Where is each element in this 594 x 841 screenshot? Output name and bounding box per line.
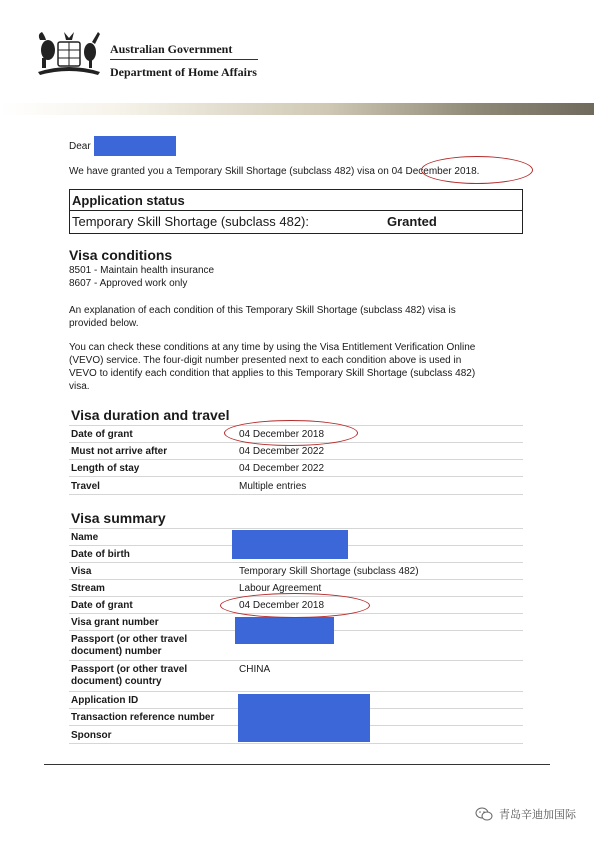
row-value: Multiple entries	[239, 481, 307, 492]
letterhead	[0, 0, 594, 118]
government-name: Australian Government	[110, 42, 233, 56]
status-result: Granted	[387, 214, 437, 229]
row-label: Date of birth	[71, 549, 130, 560]
row-value: Labour Agreement	[239, 583, 322, 594]
row-label: Stream	[71, 583, 105, 594]
condition-code: 8607	[69, 278, 92, 289]
condition-code: 8501	[69, 265, 92, 276]
table-row	[69, 459, 523, 476]
highlight-ellipse	[421, 156, 533, 184]
row-label: Travel	[71, 481, 100, 492]
vevo-line: visa.	[69, 381, 90, 392]
department-name: Department of Home Affairs	[110, 65, 257, 79]
redacted-grant-passport	[235, 617, 334, 644]
redacted-ids-sponsor	[238, 694, 370, 742]
row-value: 04 December 2018	[239, 429, 325, 440]
row-label: Sponsor	[71, 730, 112, 741]
row-label: Visa	[71, 566, 92, 577]
salutation: Dear	[69, 141, 91, 152]
wechat-icon	[475, 807, 493, 821]
coat-of-arms-icon	[34, 28, 104, 78]
row-label: Date of grant	[71, 600, 133, 611]
status-divider	[70, 210, 522, 211]
footer-divider	[44, 764, 550, 765]
explanation-line: An explanation of each condition of this Temporary Skill Shortage (subclass 482) visa is	[69, 305, 456, 316]
letterhead-divider	[110, 59, 258, 60]
table-divider	[69, 494, 523, 495]
grant-sentence-date: 04 December 2018	[391, 166, 477, 177]
row-value: CHINA	[239, 664, 271, 675]
explanation-line: provided below.	[69, 318, 139, 329]
summary-title: Visa summary	[71, 510, 166, 526]
grant-sentence-text: We have granted you a Temporary Skill Shortage (subclass 482) visa on	[69, 166, 389, 177]
table-divider	[69, 743, 523, 744]
duration-title: Visa duration and travel	[71, 407, 230, 423]
condition-item	[69, 277, 187, 290]
vevo-line: VEVO to identify each condition that applies to this Temporary Skill Shortage (subclass 482)	[69, 368, 476, 379]
status-visa: Temporary Skill Shortage (subclass 482):	[72, 214, 309, 229]
watermark-text: 青岛辛迪加国际	[499, 809, 576, 821]
table-row	[69, 660, 523, 691]
row-label: Transaction reference number	[71, 712, 215, 723]
status-title: Application status	[72, 193, 185, 208]
row-label: Passport (or other travel document) country	[71, 664, 188, 687]
grant-sentence	[69, 165, 479, 178]
row-label: Name	[71, 532, 99, 543]
row-label: Date of grant	[71, 429, 133, 440]
condition-item	[69, 264, 214, 277]
row-value: 04 December 2022	[239, 446, 325, 457]
row-label: Length of stay	[71, 463, 140, 474]
row-value: 04 December 2018	[239, 600, 325, 611]
grant-sentence-period: .	[476, 166, 480, 177]
application-status-box	[69, 189, 523, 234]
condition-text: - Approved work only	[91, 278, 188, 289]
condition-text: - Maintain health insurance	[91, 265, 215, 276]
vevo-line: You can check these conditions at any time by using the Visa Entitlement Verification Online	[69, 342, 476, 353]
row-value: 04 December 2022	[239, 463, 325, 474]
row-value: Temporary Skill Shortage (subclass 482)	[239, 566, 419, 577]
vevo-line: (VEVO) service. The four-digit number presented next to each condition above is used in	[69, 355, 462, 366]
row-label: Passport (or other travel document) number	[71, 634, 188, 657]
conditions-title: Visa conditions	[69, 247, 173, 263]
redacted-name-dob	[232, 530, 348, 559]
highlight-ellipse	[220, 593, 370, 618]
table-row	[69, 476, 523, 494]
watermark	[475, 806, 576, 822]
row-label: Visa grant number	[71, 617, 159, 628]
header-band	[0, 103, 594, 115]
row-label: Must not arrive after	[71, 446, 168, 457]
table-row	[69, 562, 523, 579]
highlight-ellipse	[224, 420, 358, 446]
redacted-name	[94, 136, 176, 156]
row-label: Application ID	[71, 695, 139, 706]
